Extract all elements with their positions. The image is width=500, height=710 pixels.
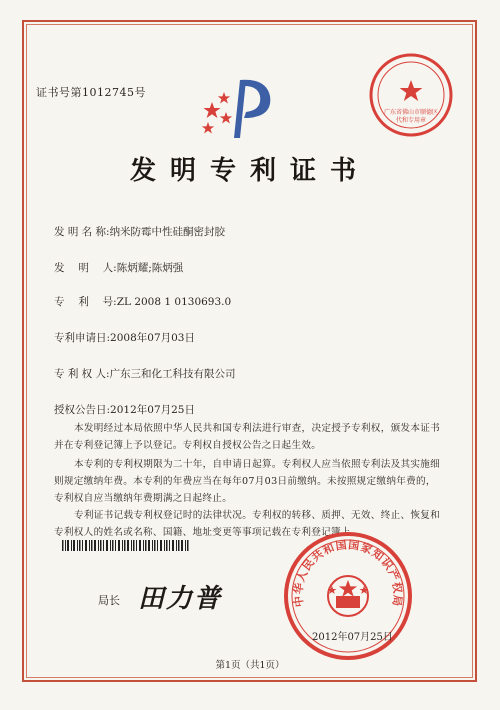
director-label: 局长 <box>98 594 120 607</box>
sipo-logo-icon <box>200 72 290 144</box>
certificate-number: 证书号第1012745号 <box>36 86 146 99</box>
field-invention-name <box>54 224 225 239</box>
field-inventor <box>54 260 183 275</box>
field-patentee <box>54 366 236 381</box>
agency-seal-icon <box>366 50 456 140</box>
director-signature: 田力普 <box>138 584 223 614</box>
body-paragraph-3: 专利证书记载专利权登记时的法律状况。专利权的转移、质押、无效、终止、恢复和专利权人的姓名或名称、国籍、地址变更等事项记载在专利登记簿上。 <box>54 510 441 538</box>
top-seal-line-2: 代和专用章 <box>395 117 427 124</box>
invention-name-value: 纳米防霉中性硅酮密封胶 <box>109 226 226 238</box>
body-paragraph-2: 本专利的专利权期限为二十年，自申请日起算。专利权人应当依照专利法及其实施细则规定缴纳年费。本专利的年费应当在每年07月03日前缴纳。未按照规定缴纳年费的，专利权自应当缴纳年费期满之日起终止。 <box>54 459 441 504</box>
patentee-value: 广东三和化工科技有限公司 <box>109 368 236 380</box>
patent-number-label: 专 利 号: <box>54 296 117 308</box>
inventor-value: 陈炳耀;陈炳强 <box>116 262 184 274</box>
grant-date-value: 2012年07月25日 <box>110 404 195 416</box>
filing-date-value: 2008年07月03日 <box>110 332 195 344</box>
grant-date-label: 授权公告日: <box>54 404 111 416</box>
patentee-label: 专 利 权 人: <box>54 368 110 380</box>
certificate-title: 发明专利证书 <box>129 156 370 186</box>
field-filing-date <box>54 330 195 345</box>
issue-date: 2012年07月25日 <box>312 632 393 643</box>
top-seal-line-1: 广东省佛山市顺德区 <box>383 109 439 116</box>
field-patent-number <box>54 294 231 309</box>
body-paragraph-1: 本发明经过本局依照中华人民共和国专利法进行审查，决定授予专利权，颁发本证书并在专利登记簿上予以登记。专利权自授权公告之日起生效。 <box>54 423 441 451</box>
big-seal-text: 中华人民共和国国家知识产权局 <box>291 538 405 608</box>
barcode-icon <box>62 540 190 551</box>
filing-date-label: 专利申请日: <box>54 332 111 344</box>
invention-name-label: 发 明 名 称: <box>54 226 110 238</box>
page-footer: 第1页（共1页） <box>215 660 285 671</box>
patent-number-value: ZL 2008 1 0130693.0 <box>116 296 232 308</box>
inventor-label: 发 明 人: <box>54 262 117 274</box>
field-grant-date <box>54 402 195 417</box>
